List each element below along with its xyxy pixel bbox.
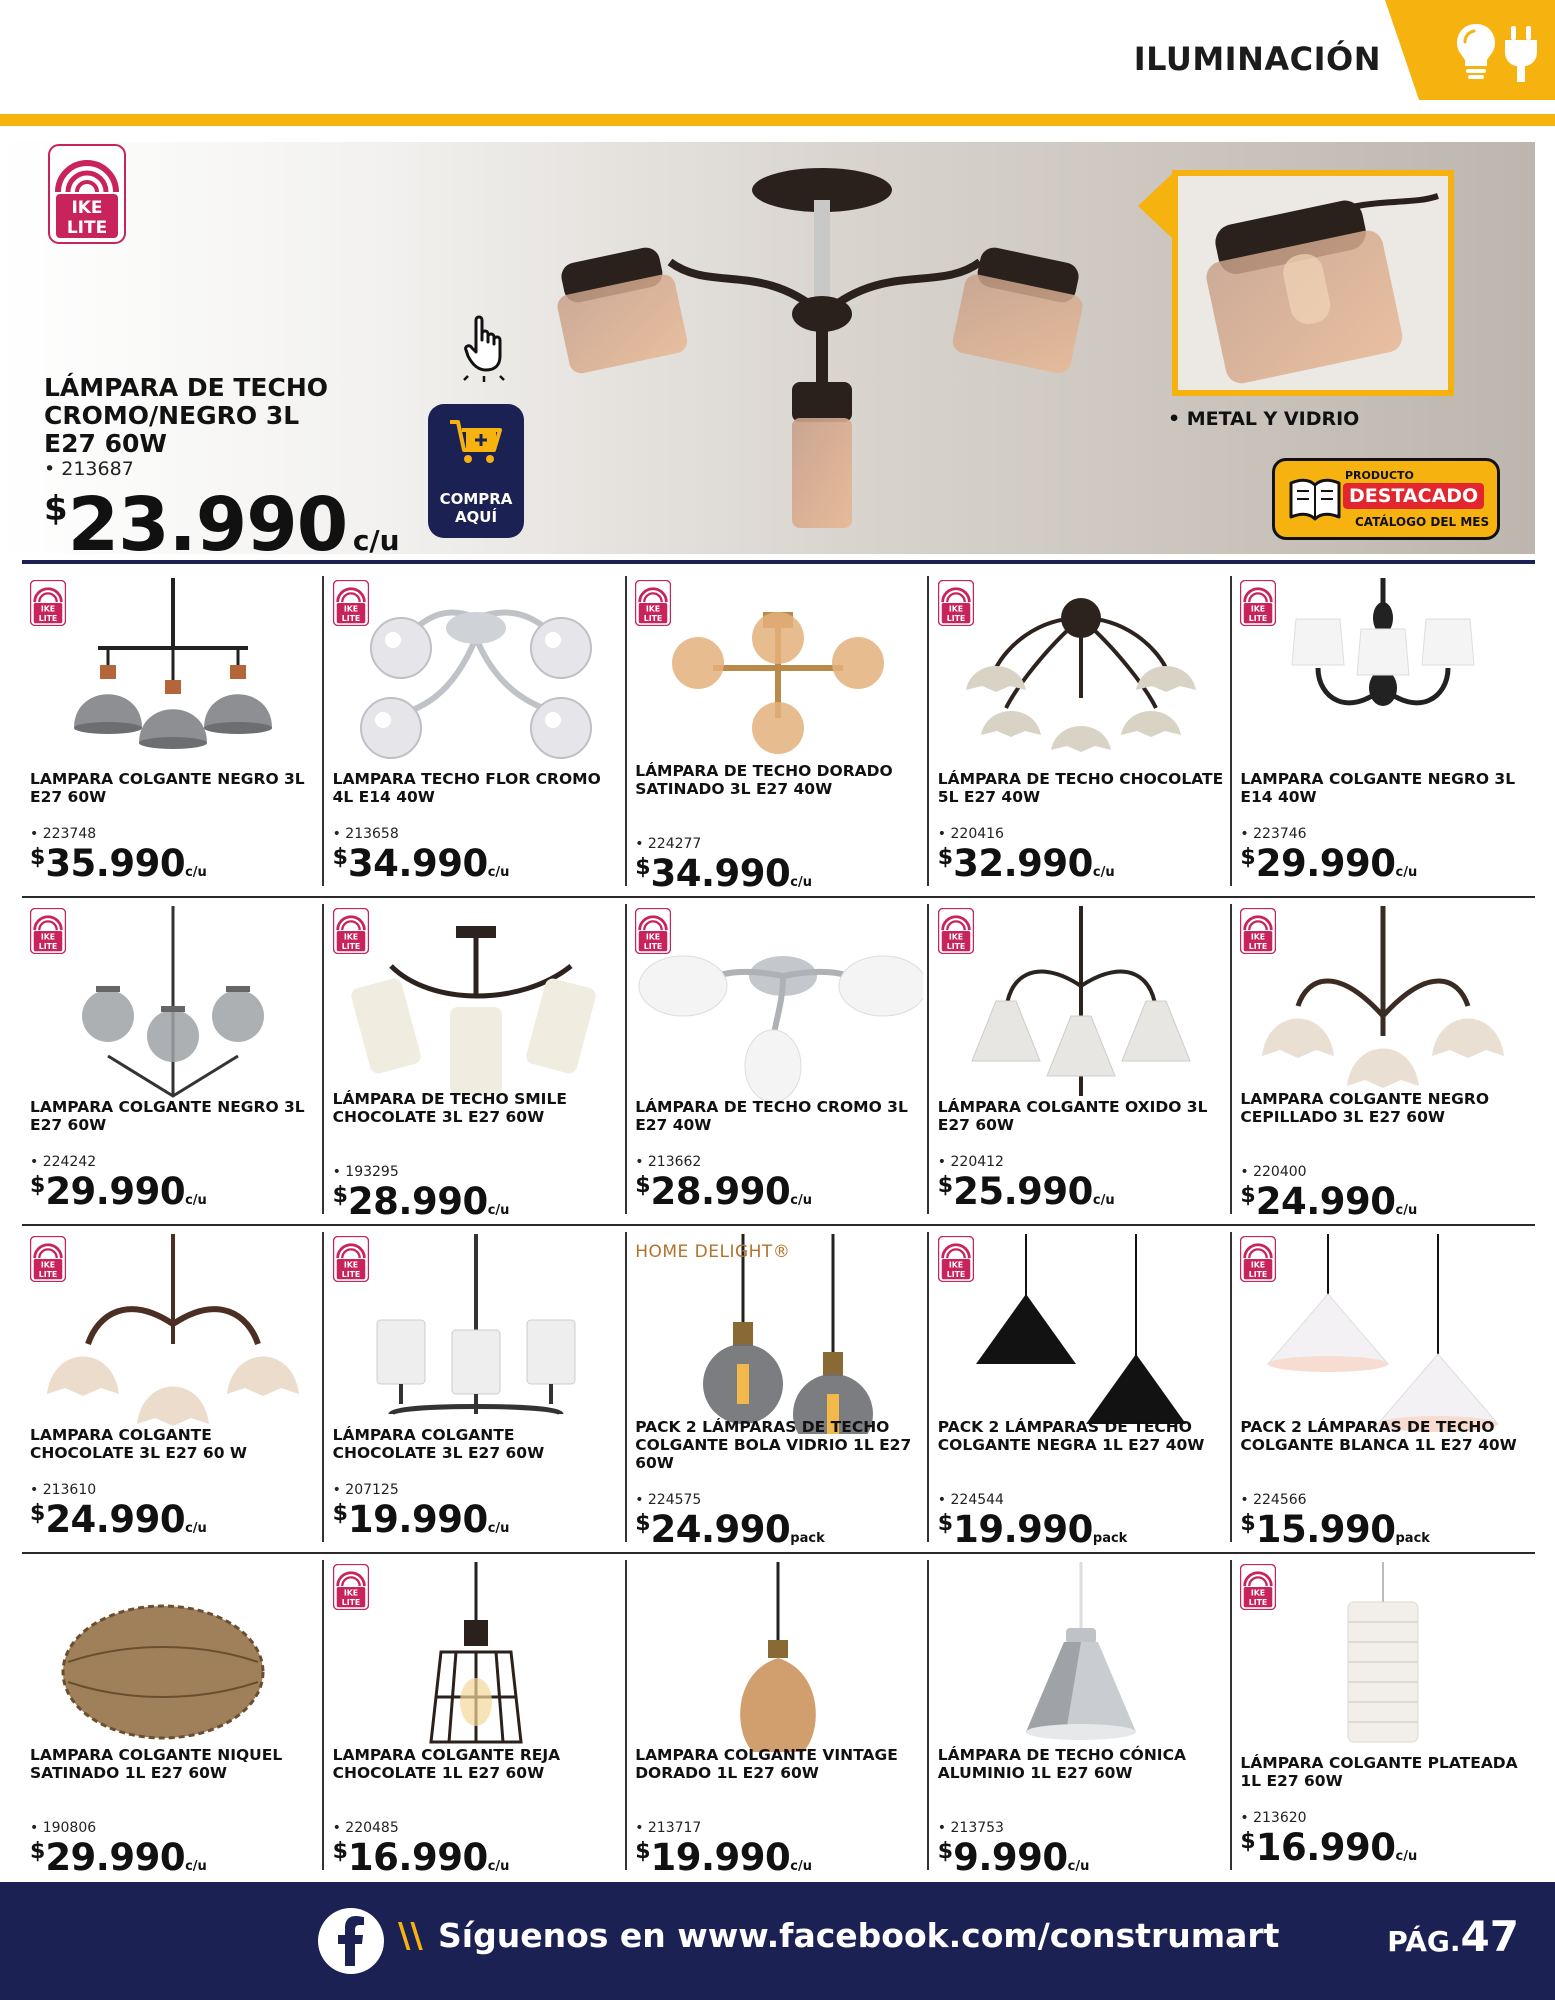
ikelite-logo: [30, 908, 66, 954]
material-note: • METAL Y VIDRIO: [1168, 408, 1360, 430]
svg-text:LITE: LITE: [341, 1269, 360, 1279]
hero-product-sku: • 213687: [44, 458, 134, 480]
ikelite-logo: [333, 908, 369, 954]
price-amount: 24.990: [1255, 1180, 1396, 1223]
product-image: [1238, 578, 1528, 778]
product-image: [331, 578, 621, 778]
product-name: LÁMPARA DE TECHO CÓNICA ALUMINIO 1L E27 60W: [937, 1746, 1186, 1782]
ikelite-logo: [1240, 908, 1276, 954]
product-price: [635, 1836, 812, 1879]
product-name: LAMPARA COLGANTE CHOCOLATE 3L E27 60 W: [30, 1426, 247, 1462]
price-unit: c/u: [1067, 1859, 1090, 1874]
svg-text:IKE: IKE: [40, 604, 56, 614]
product-price: [333, 1180, 510, 1223]
currency-symbol: $: [332, 1839, 348, 1864]
price-amount: 29.990: [45, 1170, 186, 1213]
product-price: [333, 1498, 510, 1541]
currency-symbol: $: [635, 855, 651, 880]
featured-badge: [1272, 458, 1500, 540]
product-name: LÁMPARA DE TECHO SMILE CHOCOLATE 3L E27 60W: [332, 1090, 567, 1126]
product-price: [333, 1836, 510, 1879]
price-unit: c/u: [790, 1859, 812, 1874]
product-sku: • 220485: [332, 1820, 399, 1836]
product-price: [635, 1170, 812, 1213]
svg-text:LITE: LITE: [341, 1597, 360, 1607]
svg-text:LITE: LITE: [643, 613, 663, 623]
product-card[interactable]: [627, 1554, 929, 1880]
product-sku: • 220400: [1240, 1164, 1307, 1180]
svg-text:LITE: LITE: [38, 1269, 58, 1279]
price-unit: c/u: [487, 865, 510, 880]
svg-text:LITE: LITE: [38, 941, 58, 951]
product-image: [936, 1562, 1226, 1762]
product-name: LAMPARA COLGANTE NEGRO 3L E27 60W: [30, 770, 305, 806]
product-sku: • 224544: [937, 1492, 1004, 1508]
svg-text:LITE: LITE: [341, 613, 360, 623]
product-name: PACK 2 LÁMPARAS DE TECHO COLGANTE NEGRA 1L E27 40W: [937, 1418, 1205, 1454]
ikelite-logo: [30, 580, 66, 626]
ikelite-logo: [30, 1236, 66, 1282]
svg-text:IKE: IKE: [646, 932, 661, 942]
product-sku: • 223748: [30, 826, 97, 842]
product-sku: • 207125: [332, 1482, 399, 1498]
price-amount: 24.990: [650, 1508, 791, 1551]
price-unit: c/u: [790, 1193, 812, 1208]
product-card[interactable]: [22, 1226, 324, 1552]
price-amount: 16.990: [347, 1836, 488, 1879]
product-price: [1240, 1508, 1430, 1551]
svg-text:IKE: IKE: [343, 932, 358, 942]
ikelite-logo: [635, 908, 671, 954]
product-name: LAMPARA COLGANTE NIQUEL SATINADO 1L E27 60W: [30, 1746, 283, 1782]
product-sku: • 224277: [635, 836, 702, 852]
svg-text:IKE: IKE: [40, 1260, 56, 1270]
product-image: [331, 1234, 621, 1434]
product-name: PACK 2 LÁMPARAS DE TECHO COLGANTE BLANCA 1L E27 40W: [1240, 1418, 1517, 1454]
product-price: [635, 1508, 825, 1551]
price-amount: 29.990: [1255, 842, 1396, 885]
product-card[interactable]: [325, 898, 627, 1224]
product-image: [331, 1562, 621, 1762]
product-card[interactable]: [325, 570, 627, 896]
hero-chandelier-image: [530, 142, 1150, 554]
price-unit: c/u: [487, 1521, 510, 1536]
svg-text:LITE: LITE: [946, 941, 966, 951]
product-sku: • 224575: [635, 1492, 702, 1508]
currency-symbol: $: [937, 1173, 954, 1198]
svg-text:LITE: LITE: [66, 218, 108, 238]
price-amount: 19.990: [953, 1508, 1093, 1551]
product-price: [30, 1498, 207, 1541]
product-sku: • 223746: [1240, 826, 1307, 842]
badge-top-label: PRODUCTO: [1345, 469, 1414, 482]
product-image: [28, 1234, 318, 1434]
bulb-icon: [1455, 22, 1497, 82]
product-card[interactable]: [627, 570, 929, 896]
product-image: [633, 1562, 923, 1762]
product-price: [30, 842, 207, 885]
product-image: [1238, 1234, 1528, 1434]
product-name: LÁMPARA COLGANTE PLATEADA 1L E27 60W: [1240, 1754, 1518, 1790]
buy-here-label: COMPRA AQUÍ: [439, 490, 513, 526]
price-unit: c/u: [1092, 865, 1115, 880]
currency-symbol: $: [1240, 845, 1256, 870]
page-label: PÁG.: [1387, 1925, 1461, 1958]
badge-main-label: DESTACADO: [1343, 483, 1484, 509]
price-unit: c/u: [1395, 1203, 1418, 1218]
price-unit: c/u: [1395, 1849, 1418, 1864]
product-sku: • 220416: [937, 826, 1004, 842]
price-amount: 16.990: [1255, 1826, 1396, 1869]
currency-symbol: $: [635, 1173, 651, 1198]
svg-text:LITE: LITE: [38, 613, 58, 623]
product-image: [1238, 1562, 1528, 1762]
product-price: [635, 852, 812, 895]
product-card[interactable]: [930, 570, 1232, 896]
product-sku: • 224242: [30, 1154, 97, 1170]
price-unit: c/u: [185, 1859, 207, 1874]
product-name: LAMPARA COLGANTE NEGRO 3L E27 60W: [30, 1098, 305, 1134]
product-image: [1238, 906, 1528, 1106]
svg-text:LITE: LITE: [1249, 941, 1268, 951]
currency-symbol: $: [30, 1839, 46, 1864]
hand-pointer-icon: [460, 312, 508, 382]
product-card[interactable]: [1232, 570, 1534, 896]
product-image: [936, 578, 1226, 778]
detail-arrow: [1138, 174, 1172, 238]
product-card[interactable]: [325, 1554, 627, 1880]
price-amount: 28.990: [650, 1170, 791, 1213]
currency-symbol: $: [30, 1173, 46, 1198]
price-amount: 29.990: [45, 1836, 186, 1879]
currency-symbol: $: [30, 845, 46, 870]
product-price: [333, 842, 510, 885]
price-amount: 25.990: [953, 1170, 1093, 1213]
price-amount: 34.990: [650, 852, 791, 895]
svg-text:IKE: IKE: [1251, 1588, 1266, 1598]
plug-icon: [1501, 24, 1541, 84]
svg-text:IKE: IKE: [71, 198, 103, 218]
product-price: [938, 842, 1115, 885]
header-rule: [0, 114, 1555, 126]
product-sku: • 224566: [1240, 1492, 1307, 1508]
product-card[interactable]: [930, 1554, 1232, 1880]
product-card[interactable]: [22, 898, 324, 1224]
product-card[interactable]: [627, 1226, 929, 1552]
book-icon: [1287, 475, 1343, 523]
price-unit: c/u: [487, 1203, 510, 1218]
ikelite-logo: [333, 1564, 369, 1610]
product-sku: • 213610: [30, 1482, 97, 1498]
product-price: [1240, 1826, 1417, 1869]
product-sku: • 213717: [635, 1820, 702, 1836]
price-unit: pack: [1395, 1531, 1430, 1546]
product-name: LÁMPARA DE TECHO DORADO SATINADO 3L E27 40W: [635, 762, 893, 798]
svg-text:IKE: IKE: [40, 932, 56, 942]
svg-text:LITE: LITE: [643, 941, 663, 951]
product-price: [30, 1836, 207, 1879]
price-amount: 15.990: [1255, 1508, 1396, 1551]
product-name: LÁMPARA COLGANTE OXIDO 3L E27 60W: [937, 1098, 1208, 1134]
currency-symbol: $: [937, 1839, 954, 1864]
cart-icon: [448, 416, 504, 466]
footer-slashes: \\: [398, 1916, 423, 1956]
price-unit: c/u: [790, 875, 812, 890]
product-name: LAMPARA COLGANTE REJA CHOCOLATE 1L E27 60W: [332, 1746, 561, 1782]
product-card[interactable]: [627, 898, 929, 1224]
currency-symbol: $: [635, 1511, 651, 1536]
currency-symbol: $: [937, 845, 954, 870]
product-name: LAMPARA COLGANTE VINTAGE DORADO 1L E27 60W: [635, 1746, 898, 1782]
price-amount: 34.990: [347, 842, 488, 885]
product-sku: • 213620: [1240, 1810, 1307, 1826]
product-name: LAMPARA COLGANTE NEGRO 3L E14 40W: [1240, 770, 1516, 806]
page-header: [0, 0, 1555, 125]
product-name: LAMPARA TECHO FLOR CROMO 4L E14 40W: [332, 770, 601, 806]
hero-product-name: LÁMPARA DE TECHO CROMO/NEGRO 3L E27 60W: [44, 373, 329, 458]
product-image: [633, 1234, 923, 1434]
svg-text:IKE: IKE: [948, 1260, 963, 1270]
currency-symbol: $: [1240, 1829, 1256, 1854]
price-amount: 28.990: [347, 1180, 488, 1223]
product-price: [938, 1836, 1090, 1879]
page-value: 47: [1460, 1912, 1519, 1961]
price-unit: c/u: [352, 524, 400, 554]
facebook-icon[interactable]: [316, 1906, 386, 1976]
svg-text:LITE: LITE: [946, 613, 966, 623]
svg-text:LITE: LITE: [341, 941, 360, 951]
svg-text:LITE: LITE: [946, 1269, 966, 1279]
ikelite-logo: [635, 580, 671, 626]
product-price: [1240, 1180, 1417, 1223]
hero-divider: [22, 560, 1535, 564]
svg-text:IKE: IKE: [646, 604, 661, 614]
product-image: [936, 1234, 1226, 1434]
svg-text:IKE: IKE: [948, 932, 963, 942]
product-image: [28, 578, 318, 778]
currency-symbol: $: [332, 845, 348, 870]
product-image: [633, 906, 923, 1106]
category-title: ILUMINACIÓN: [1133, 40, 1381, 78]
product-name: PACK 2 LÁMPARAS DE TECHO COLGANTE BOLA VIDRIO 1L E27 60W: [635, 1418, 912, 1472]
ikelite-logo: [1240, 580, 1276, 626]
price-amount: 24.990: [45, 1498, 186, 1541]
product-image: [28, 906, 318, 1106]
product-card[interactable]: [22, 570, 324, 896]
product-image: [28, 1562, 318, 1762]
page-number: [1387, 1912, 1519, 1961]
currency-symbol: $: [44, 489, 68, 529]
svg-text:LITE: LITE: [1249, 613, 1268, 623]
currency-symbol: $: [332, 1501, 348, 1526]
svg-text:IKE: IKE: [343, 1588, 358, 1598]
product-card[interactable]: [1232, 898, 1534, 1224]
product-price: [1240, 842, 1417, 885]
ikelite-logo: [938, 1236, 974, 1282]
price-unit: pack: [790, 1531, 825, 1546]
product-sku: • 213658: [332, 826, 399, 842]
featured-product[interactable]: [0, 142, 1535, 554]
price-amount: 32.990: [953, 842, 1093, 885]
currency-symbol: $: [1240, 1183, 1256, 1208]
buy-here-button[interactable]: [428, 404, 524, 538]
badge-sub-label: CATÁLOGO DEL MES: [1355, 515, 1490, 529]
svg-text:LITE: LITE: [1249, 1269, 1268, 1279]
product-card[interactable]: [325, 1226, 627, 1552]
currency-symbol: $: [30, 1501, 46, 1526]
svg-text:IKE: IKE: [1251, 932, 1266, 942]
product-sku: • 190806: [30, 1820, 97, 1836]
currency-symbol: $: [635, 1839, 651, 1864]
currency-symbol: $: [937, 1511, 954, 1536]
product-name: LÁMPARA DE TECHO CROMO 3L E27 40W: [635, 1098, 908, 1134]
price-unit: c/u: [487, 1859, 510, 1874]
price-unit: c/u: [1395, 865, 1418, 880]
product-card[interactable]: [930, 1226, 1232, 1552]
price-unit: pack: [1092, 1531, 1128, 1546]
ikelite-logo: [938, 580, 974, 626]
price-amount: 19.990: [650, 1836, 791, 1879]
ikelite-logo: [48, 144, 126, 244]
product-price: [30, 1170, 207, 1213]
hero-price: [44, 482, 400, 554]
ikelite-logo: [1240, 1236, 1276, 1282]
product-card[interactable]: [1232, 1554, 1534, 1880]
currency-symbol: $: [332, 1183, 348, 1208]
product-name: LÁMPARA COLGANTE CHOCOLATE 3L E27 60W: [332, 1426, 545, 1462]
svg-text:IKE: IKE: [343, 1260, 358, 1270]
product-grid: [22, 570, 1535, 1878]
price-unit: c/u: [1092, 1193, 1115, 1208]
product-sku: • 193295: [332, 1164, 399, 1180]
detail-zoom-image: [1172, 170, 1454, 396]
facebook-link[interactable]: Síguenos en www.facebook.com/construmart: [438, 1916, 1280, 1955]
product-name: LAMPARA COLGANTE NEGRO CEPILLADO 3L E27 60W: [1240, 1090, 1490, 1126]
product-image: [331, 906, 621, 1106]
price-unit: c/u: [185, 865, 207, 880]
product-sku: • 213753: [937, 1820, 1004, 1836]
price-unit: c/u: [185, 1521, 207, 1536]
price-amount: 35.990: [45, 842, 186, 885]
svg-text:IKE: IKE: [1251, 1260, 1266, 1270]
page-footer: [0, 1882, 1555, 2000]
price-amount: 23.990: [67, 482, 348, 554]
ikelite-logo: [333, 1236, 369, 1282]
product-sku: • 213662: [635, 1154, 702, 1170]
price-amount: 19.990: [347, 1498, 488, 1541]
product-price: [938, 1508, 1128, 1551]
ikelite-logo: [938, 908, 974, 954]
currency-symbol: $: [1240, 1511, 1256, 1536]
ikelite-logo: [1240, 1564, 1276, 1610]
product-card[interactable]: [22, 1554, 324, 1880]
product-image: [936, 906, 1226, 1106]
product-price: [938, 1170, 1115, 1213]
product-name: LÁMPARA DE TECHO CHOCOLATE 5L E27 40W: [937, 770, 1224, 806]
price-unit: c/u: [185, 1193, 207, 1208]
ikelite-logo: [333, 580, 369, 626]
product-sku: • 220412: [937, 1154, 1004, 1170]
svg-text:IKE: IKE: [948, 604, 963, 614]
product-card[interactable]: [930, 898, 1232, 1224]
svg-text:IKE: IKE: [343, 604, 358, 614]
svg-text:LITE: LITE: [1249, 1597, 1268, 1607]
product-card[interactable]: [1232, 1226, 1534, 1552]
home-delight-logo: HOME DELIGHT®: [635, 1242, 791, 1262]
price-amount: 9.990: [953, 1836, 1068, 1879]
product-image: [633, 578, 923, 778]
svg-text:IKE: IKE: [1251, 604, 1266, 614]
